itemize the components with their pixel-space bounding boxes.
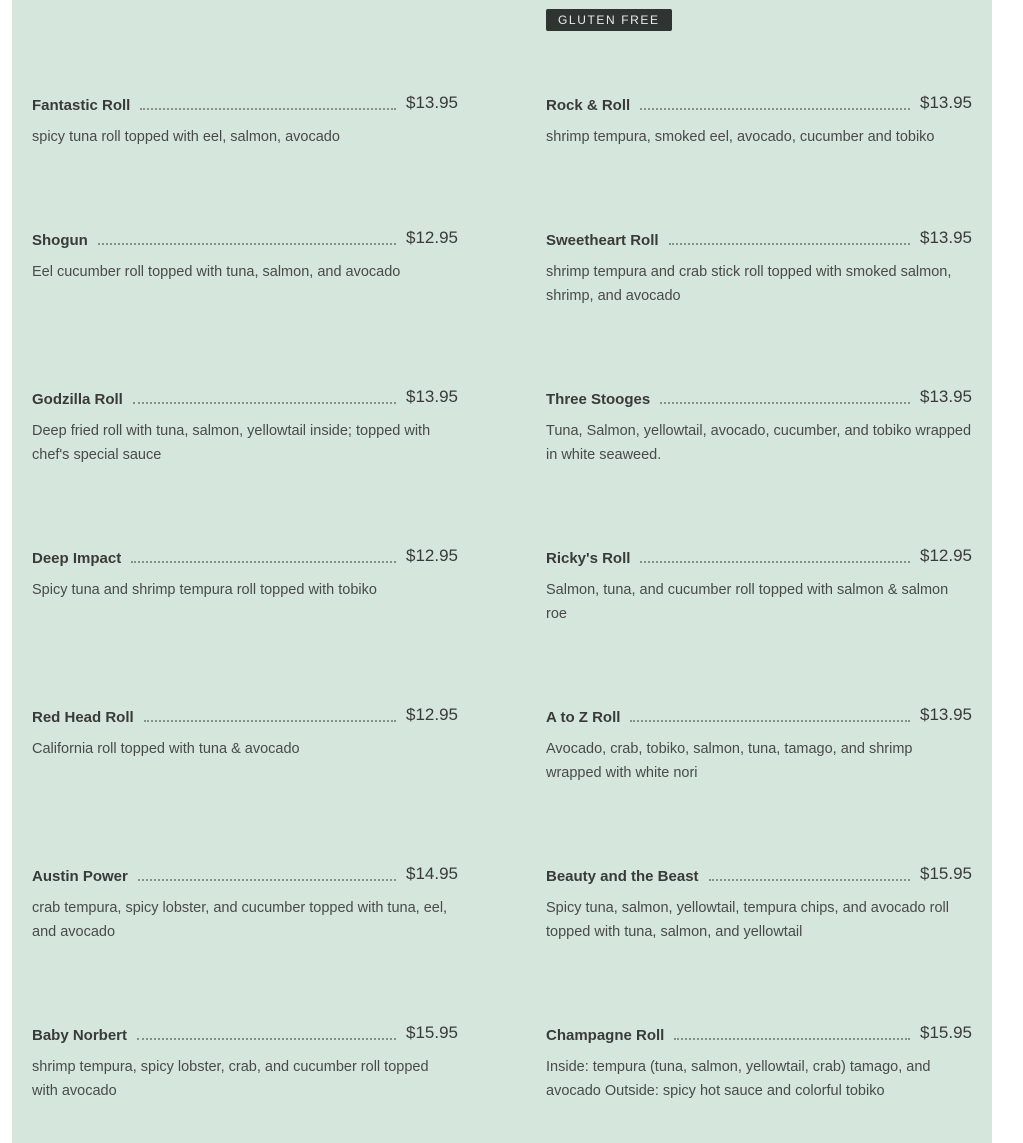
- menu-item: [546, 225, 972, 308]
- item-description: shrimp tempura, smoked eel, avocado, cucumber and tobiko: [546, 129, 935, 145]
- item-name: Ricky's Roll: [546, 550, 631, 567]
- dot-leader: [660, 402, 910, 404]
- item-price: $12.95: [920, 546, 972, 565]
- item-price: $15.95: [920, 864, 972, 883]
- item-description: Inside: tempura (tuna, salmon, yellowtail, crab) tamago, and avocado Outside: spicy hot sauce and colorful tobiko: [546, 1059, 931, 1099]
- item-price: $13.95: [920, 705, 972, 724]
- item-price: $15.95: [920, 1023, 972, 1042]
- menu-item: [546, 702, 972, 785]
- item-price: $13.95: [406, 93, 458, 112]
- item-name: Deep Impact: [32, 550, 122, 567]
- dot-leader: [669, 243, 910, 245]
- item-description: Spicy tuna, salmon, yellowtail, tempura chips, and avocado roll topped with tuna, salmon, and yellowtail: [546, 900, 949, 940]
- item-description: Salmon, tuna, and cucumber roll topped with salmon & salmon roe: [546, 582, 949, 622]
- item-name: Fantastic Roll: [32, 97, 131, 114]
- item-name: Baby Norbert: [32, 1027, 128, 1044]
- dot-leader: [674, 1038, 910, 1040]
- item-description: crab tempura, spicy lobster, and cucumber topped with tuna, eel, and avocado: [32, 900, 448, 940]
- item-description: California roll topped with tuna & avocado: [32, 741, 300, 757]
- gluten-free-badge: GLUTEN FREE: [546, 9, 672, 31]
- item-price: $14.95: [406, 864, 458, 883]
- dot-leader: [630, 720, 910, 722]
- item-name: Sweetheart Roll: [546, 232, 659, 249]
- dot-leader: [144, 720, 396, 722]
- item-description: spicy tuna roll topped with eel, salmon, avocado: [32, 129, 340, 145]
- dot-leader: [709, 879, 910, 881]
- menu-item: [32, 384, 458, 467]
- menu-item: [546, 543, 972, 626]
- dot-leader: [131, 561, 396, 563]
- menu-item: [32, 543, 458, 602]
- dot-leader: [137, 1038, 396, 1040]
- item-name: Three Stooges: [546, 391, 651, 408]
- item-description: Deep fried roll with tuna, salmon, yellowtail inside; topped with chef's special sauce: [32, 423, 431, 463]
- item-description: Eel cucumber roll topped with tuna, salmon, and avocado: [32, 264, 401, 280]
- item-name: A to Z Roll: [546, 709, 621, 726]
- menu-column-left: [32, 0, 458, 1143]
- dot-leader: [640, 561, 910, 563]
- item-price: $12.95: [406, 705, 458, 724]
- menu-item: [546, 1020, 972, 1103]
- dot-leader: [140, 108, 396, 110]
- menu-item: [32, 861, 458, 944]
- item-name: Rock & Roll: [546, 97, 631, 114]
- item-name: Champagne Roll: [546, 1027, 665, 1044]
- dot-leader: [98, 243, 396, 245]
- item-name: Beauty and the Beast: [546, 868, 699, 885]
- item-price: $12.95: [406, 228, 458, 247]
- item-price: $13.95: [920, 228, 972, 247]
- item-price: $13.95: [920, 387, 972, 406]
- item-description: Spicy tuna and shrimp tempura roll topped with tobiko: [32, 582, 377, 598]
- item-price: $12.95: [406, 546, 458, 565]
- item-description: shrimp tempura, spicy lobster, crab, and cucumber roll topped with avocado: [32, 1059, 429, 1099]
- menu-item: [546, 90, 972, 149]
- dot-leader: [640, 108, 910, 110]
- item-name: Austin Power: [32, 868, 128, 885]
- dot-leader: [133, 402, 396, 404]
- menu-item: [32, 702, 458, 761]
- item-description: shrimp tempura and crab stick roll topped with smoked salmon, shrimp, and avocado: [546, 264, 952, 304]
- menu-item: [32, 1020, 458, 1103]
- item-name: Red Head Roll: [32, 709, 134, 726]
- dot-leader: [138, 879, 396, 881]
- menu-item: [546, 861, 972, 944]
- item-description: Avocado, crab, tobiko, salmon, tuna, tamago, and shrimp wrapped with white nori: [546, 741, 913, 781]
- item-name: Godzilla Roll: [32, 391, 123, 408]
- item-price: $15.95: [406, 1023, 458, 1042]
- item-name: Shogun: [32, 232, 88, 249]
- item-price: $13.95: [920, 93, 972, 112]
- menu-column-right: [546, 0, 972, 1143]
- item-description: Tuna, Salmon, yellowtail, avocado, cucumber, and tobiko wrapped in white seaweed.: [546, 423, 972, 463]
- menu-item: [32, 225, 458, 284]
- menu-item: [32, 90, 458, 149]
- item-price: $13.95: [406, 387, 458, 406]
- menu-item: [546, 384, 972, 467]
